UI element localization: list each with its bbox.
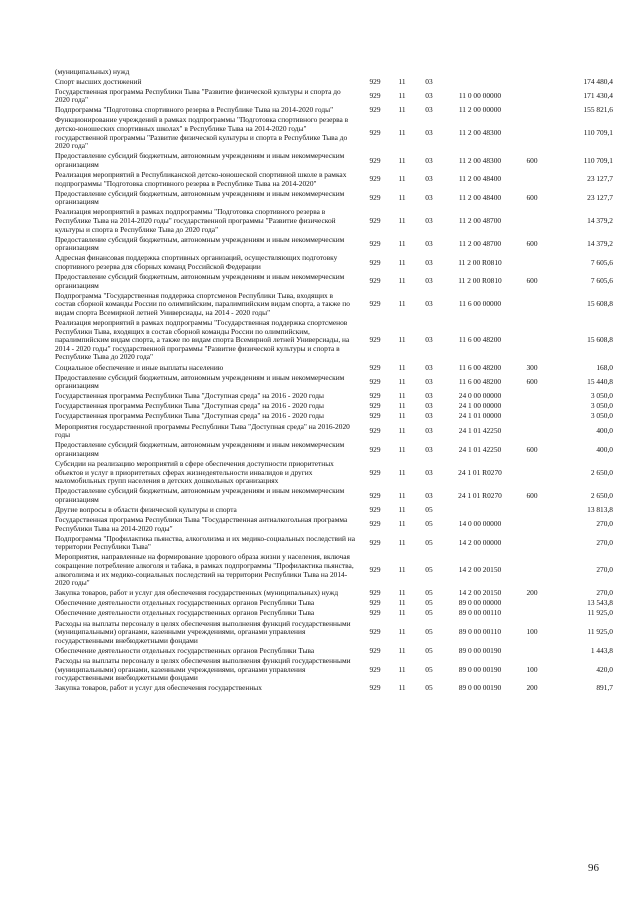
row-pr-code: 03: [425, 257, 433, 267]
row-csr-code: 14 0 00 00000: [458, 519, 502, 529]
row-rz-code: 11: [398, 335, 406, 345]
row-rz-code: 11: [398, 391, 406, 401]
row-pr-code: 05: [425, 519, 433, 529]
row-vr-code: 100: [526, 627, 538, 637]
row-amount: 7 605,6: [590, 257, 613, 267]
row-vr-code: [517, 402, 547, 412]
row-rz-code: 11: [398, 683, 406, 693]
row-amount: 3 050,0: [590, 401, 613, 411]
row-pr-code: 03: [425, 155, 433, 165]
row-gr-code: 929: [369, 411, 381, 421]
row-name: Подпрограмма "Профилактика пьянства, алкоголизма и их медико-социальных последствий на территории Республики Тыва": [55, 533, 356, 552]
table-row: [55, 589, 613, 599]
table-row: [55, 516, 613, 535]
row-gr-code: 929: [369, 216, 381, 225]
row-pr-code: 03: [425, 490, 433, 500]
table-row: [55, 422, 613, 441]
row-name: Государственная программа Республики Тыва "Доступная среда" на 2016 - 2020 годы: [55, 391, 324, 401]
row-gr-code: 929: [369, 76, 381, 86]
table-row: [55, 319, 613, 363]
row-gr-code: 929: [369, 401, 381, 411]
row-csr-code: 11 2 00 R0810: [458, 257, 502, 267]
row-csr-code: [443, 67, 517, 77]
row-csr-code: 11 2 00 48400: [458, 193, 502, 203]
row-amount: 13 543,8: [587, 598, 613, 608]
row-vr-code: [517, 505, 547, 515]
table-row: [55, 646, 613, 656]
row-rz-code: 11: [398, 299, 406, 309]
row-name: Реализация мероприятий в рамках подпрограммы "Подготовка спортивного резерва в Республике Тыва на 2014-2020 годы" государственной программы "Развитие физической культуры и спорта в Республике Тыва до 2020 года": [55, 207, 336, 234]
row-gr-code: 929: [369, 299, 381, 309]
row-vr-code: [517, 553, 547, 589]
row-vr-code: [517, 459, 547, 486]
page-number: 96: [588, 862, 599, 874]
row-rz-code: 11: [398, 467, 406, 477]
table-row: [55, 487, 613, 506]
row-gr-code: 929: [369, 155, 381, 165]
row-rz-code: 11: [398, 193, 406, 203]
table-row: [55, 273, 613, 292]
row-amount: 3 050,0: [590, 411, 613, 421]
row-pr-code: 03: [425, 238, 433, 248]
row-amount: 1 443,8: [590, 645, 613, 655]
row-vr-code: 600: [526, 444, 538, 454]
row-gr-code: 929: [369, 608, 381, 618]
row-rz-code: 11: [398, 565, 406, 575]
table-row: [55, 656, 613, 683]
table-row: [55, 189, 613, 208]
row-name: Предоставление субсидий бюджетным, автономным учреждениям и иным некоммерческим организациям: [55, 440, 345, 458]
table-row: [55, 116, 613, 152]
row-csr-code: 89 0 00 00110: [458, 608, 502, 618]
row-csr-code: 14 2 00 20150: [458, 565, 502, 575]
row-pr-code: 03: [425, 299, 433, 309]
row-amount: 13 813,8: [587, 504, 613, 514]
row-amount: 270,0: [596, 565, 613, 575]
row-vr-code: [517, 171, 547, 190]
table-row: [55, 402, 613, 412]
row-pr-code: 05: [425, 504, 433, 514]
table-row: [55, 684, 613, 694]
row-rz-code: 11: [398, 608, 406, 618]
table-row: [55, 373, 613, 392]
row-name: Функционирование учреждений в рамках подпрограммы "Подготовка спортивного резерва в детско-юношеских спортивных школах" в Республике Тыва на 2014-2020 годы" государственной программы "Развитие физической культуры и спорта в Республике Тыва до 2020 года": [55, 115, 349, 151]
row-vr-code: [517, 609, 547, 619]
row-name: Обеспечение деятельности отдельных государственных органов Республики Тыва: [55, 608, 315, 618]
row-csr-code: 14 2 00 00000: [458, 537, 502, 547]
row-name: Предоставление субсидий бюджетным, автономным учреждениям и иным некоммерческим организациям: [55, 151, 345, 169]
row-rz-code: 11: [398, 645, 406, 655]
row-amount: 155 821,6: [583, 105, 613, 115]
row-rz-code: [389, 67, 415, 77]
row-csr-code: 24 1 00 00000: [458, 401, 502, 411]
table-row: [55, 235, 613, 254]
row-vr-code: [517, 291, 547, 318]
row-name: Государственная программа Республики Тыва "Развитие физической культуры и спорта до 2020 года": [55, 86, 341, 105]
row-rz-code: 11: [398, 444, 406, 454]
table-row: [55, 412, 613, 422]
row-pr-code: 03: [425, 444, 433, 454]
row-pr-code: [415, 67, 443, 77]
row-rz-code: 11: [398, 664, 406, 674]
row-rz-code: 11: [398, 76, 406, 86]
row-rz-code: 11: [398, 238, 406, 248]
row-amount: 400,0: [596, 425, 613, 435]
row-vr-code: [517, 208, 547, 235]
row-gr-code: 929: [369, 362, 381, 372]
row-pr-code: 05: [425, 588, 433, 598]
row-name: Субсидии на реализацию мероприятий в сфере обеспечения доступности приоритетных объектов и услуг в приоритетных сферах жизнедеятельности инвалидов и других маломобильных групп населения в детских дошкольных организациях: [55, 458, 334, 486]
row-rz-code: 11: [398, 105, 406, 115]
row-pr-code: 05: [425, 598, 433, 608]
row-amount: 11 925,0: [587, 627, 613, 637]
row-vr-code: [517, 87, 547, 106]
row-csr-code: 11 2 00 48300: [458, 155, 502, 165]
row-csr-code: 11 2 00 R0810: [458, 276, 502, 286]
row-vr-code: 600: [526, 155, 538, 165]
row-vr-code: 200: [526, 588, 538, 598]
row-vr-code: [517, 534, 547, 553]
row-name: Мероприятия государственной программы Республики Тыва "Доступная среда" на 2016-2020 годы: [55, 421, 350, 440]
row-amount: 270,0: [596, 588, 613, 598]
table-row: [55, 106, 613, 116]
row-pr-code: 05: [425, 565, 433, 575]
row-gr-code: 929: [369, 645, 381, 655]
row-vr-code: 600: [526, 276, 538, 286]
row-gr-code: 929: [369, 193, 381, 203]
row-pr-code: 03: [425, 128, 433, 138]
row-gr-code: 929: [369, 627, 381, 637]
row-name: Реализация мероприятий в Республиканской детско-юношеской спортивной школе в рамках подпрограммы "Подготовка спортивного резерва в Республике Тыва на 2014-2020": [55, 170, 347, 188]
row-vr-code: [517, 319, 547, 363]
row-vr-code: 600: [526, 238, 538, 248]
row-name: Подпрограмма "Подготовка спортивного резерва в Республике Тыва на 2014-2020 годы": [55, 105, 334, 115]
row-rz-code: 11: [398, 362, 406, 372]
row-csr-code: 11 6 00 48200: [458, 376, 502, 386]
row-vr-code: [517, 392, 547, 402]
row-pr-code: 03: [425, 425, 433, 435]
row-name: Адресная финансовая поддержка спортивных организаций, осуществляющих подготовку спортивного резерва для сборных команд Российской Федерации: [55, 253, 338, 271]
row-amount: 2 650,0: [590, 490, 613, 500]
row-pr-code: 05: [425, 608, 433, 618]
table-row: [55, 152, 613, 171]
row-name: Предоставление субсидий бюджетным, автономным учреждениям и иным некоммерческим организациям: [55, 234, 345, 253]
row-rz-code: 11: [398, 128, 406, 138]
row-pr-code: 05: [425, 683, 433, 693]
row-rz-code: 11: [398, 504, 406, 514]
row-csr-code: [443, 77, 517, 87]
table-row: [55, 459, 613, 486]
row-csr-code: 24 1 01 42250: [458, 425, 502, 435]
row-gr-code: 929: [369, 128, 381, 138]
row-name: Закупка товаров, работ и услуг для обеспечения государственных: [55, 683, 262, 693]
row-vr-code: 600: [526, 376, 538, 386]
row-gr-code: 929: [369, 504, 381, 514]
row-gr-code: 929: [369, 105, 381, 115]
row-csr-code: 11 2 00 48700: [458, 238, 502, 248]
row-vr-code: [517, 254, 547, 273]
row-name: Социальное обеспечение и иные выплаты населению: [55, 362, 224, 372]
row-name: Обеспечение деятельности отдельных государственных органов Республики Тыва: [55, 598, 315, 608]
row-pr-code: 03: [425, 411, 433, 421]
row-gr-code: 929: [369, 598, 381, 608]
row-gr-code: 929: [369, 276, 381, 286]
row-gr-code: 929: [369, 490, 381, 500]
row-vr-code: [517, 77, 547, 87]
row-gr-code: [361, 67, 389, 77]
row-rz-code: 11: [398, 401, 406, 411]
row-vr-code: 600: [526, 490, 538, 500]
table-row: [55, 553, 613, 589]
row-name: Мероприятия, направленные на формирование здорового образа жизни у населения, включая сокращение потребление алкоголя и табака, в рамках подпрограммы "Профилактика пьянства, алкоголизма и их медико-социальных последствий на территории Республики Тыва на 2014-2020 годы": [55, 552, 354, 588]
row-csr-code: 11 6 00 00000: [458, 299, 502, 309]
table-row: [55, 171, 613, 190]
row-amount: 14 379,2: [587, 238, 613, 248]
row-pr-code: 03: [425, 391, 433, 401]
row-amount: 3 050,0: [590, 391, 613, 401]
row-csr-code: 89 0 00 00190: [458, 664, 502, 674]
row-rz-code: 11: [398, 537, 406, 547]
row-csr-code: [443, 505, 517, 515]
row-amount: 23 127,7: [587, 193, 613, 203]
table-row: [55, 208, 613, 235]
row-amount: 15 608,8: [587, 299, 613, 309]
row-name: Реализация мероприятий в рамках подпрограммы "Государственная поддержка спортсменов Республики Тыва, входящих в состав сборной команды России по олимпийским, паралимпийским видам спорта, а также по видам спорта Всемирной летней Универсиады, на 2014 - 2020 годы" государственной программы "Развитие физической культуры и спорта в Республике Тыва до 2020 года": [55, 318, 350, 362]
row-name: Предоставление субсидий бюджетным, автономным учреждениям и иным некоммерческим организациям: [55, 272, 345, 290]
row-name: Предоставление субсидий бюджетным, автономным учреждениям и иным некоммерческим организациям: [55, 486, 345, 504]
table-row: [55, 87, 613, 106]
row-rz-code: 11: [398, 598, 406, 608]
row-gr-code: 929: [369, 537, 381, 547]
row-vr-code: 200: [526, 683, 538, 693]
row-vr-code: [517, 516, 547, 535]
row-csr-code: 24 1 01 R0270: [458, 467, 502, 477]
table-row: [55, 534, 613, 553]
row-amount: 891,7: [596, 683, 613, 693]
row-gr-code: 929: [369, 174, 381, 184]
row-csr-code: 11 2 00 48300: [458, 128, 502, 138]
row-gr-code: 929: [369, 664, 381, 674]
row-name: Государственная программа Республики Тыва "Доступная среда" на 2016 - 2020 годы: [55, 411, 324, 421]
row-csr-code: 89 0 00 00000: [458, 598, 502, 608]
row-amount: 7 605,6: [590, 276, 613, 286]
row-amount: 270,0: [596, 519, 613, 529]
row-name: Подпрограмма "Государственная поддержка спортсменов Республики Тыва, входящих в состав сборной команды России по олимпийским, паралимпийским видам спорта, а также по видам спорта Всемирной летней Универсиады, на 2014 - 2020 годы": [55, 290, 350, 317]
row-gr-code: 929: [369, 376, 381, 386]
row-vr-code: 100: [526, 664, 538, 674]
row-amount: 110 709,1: [583, 128, 613, 138]
table-row: [55, 609, 613, 619]
row-name: Другие вопросы в области физической культуры и спорта: [55, 504, 237, 514]
row-name: Расходы на выплаты персоналу в целях обеспечения выполнения функций государственными (муниципальными) органами, казенными учреждениями, органами управления государственными внебюджетными фондами: [55, 655, 351, 683]
row-amount: 15 440,8: [587, 376, 613, 386]
row-gr-code: 929: [369, 238, 381, 248]
row-name: Предоставление субсидий бюджетным, автономным учреждениям и иным некоммерческим организациям: [55, 188, 345, 207]
row-name: (муниципальных) нужд: [55, 66, 130, 76]
row-name: Обеспечение деятельности отдельных государственных органов Республики Тыва: [55, 645, 315, 655]
row-gr-code: 929: [369, 565, 381, 575]
row-rz-code: 11: [398, 174, 406, 184]
table-row: [55, 291, 613, 318]
row-csr-code: 11 2 00 00000: [458, 105, 502, 115]
row-csr-code: 24 0 00 00000: [458, 391, 502, 401]
row-pr-code: 03: [425, 76, 433, 86]
table-row: [55, 363, 613, 373]
row-gr-code: 929: [369, 425, 381, 435]
row-csr-code: 89 0 00 00190: [458, 645, 502, 655]
row-csr-code: 11 0 00 00000: [458, 90, 502, 100]
row-csr-code: 24 1 01 R0270: [458, 490, 502, 500]
table-row: [55, 441, 613, 460]
row-rz-code: 11: [398, 411, 406, 421]
row-vr-code: 600: [526, 193, 538, 203]
row-pr-code: 03: [425, 376, 433, 386]
row-vr-code: [517, 67, 547, 77]
row-pr-code: 05: [425, 645, 433, 655]
row-pr-code: 03: [425, 401, 433, 411]
row-vr-code: [517, 599, 547, 609]
row-amount: 400,0: [596, 444, 613, 454]
row-csr-code: 89 0 00 00110: [458, 627, 502, 637]
row-pr-code: 03: [425, 193, 433, 203]
row-amount: 174 480,4: [583, 76, 613, 86]
row-rz-code: 11: [398, 588, 406, 598]
row-vr-code: [517, 422, 547, 441]
row-gr-code: 929: [369, 519, 381, 529]
row-amount: 15 608,8: [587, 335, 613, 345]
row-pr-code: 03: [425, 105, 433, 115]
row-vr-code: [517, 116, 547, 152]
row-amount: 110 709,1: [583, 155, 613, 165]
row-name: Государственная программа Республики Тыва "Доступная среда" на 2016 - 2020 годы: [55, 401, 324, 411]
row-gr-code: 929: [369, 335, 381, 345]
row-csr-code: 14 2 00 20150: [458, 588, 502, 598]
row-amount: [547, 67, 613, 77]
row-name: Расходы на выплаты персоналу в целях обеспечения выполнения функций государственными (муниципальными) органами, казенными учреждениями, органами управления государственными внебюджетными фондами: [55, 618, 351, 645]
row-name: Государственная программа Республики Тыва "Государственная антиалкогольная программа Республики Тыва на 2014-2020 годы": [55, 515, 348, 533]
row-rz-code: 11: [398, 425, 406, 435]
row-gr-code: 929: [369, 683, 381, 693]
row-gr-code: 929: [369, 467, 381, 477]
row-gr-code: 929: [369, 444, 381, 454]
row-csr-code: 89 0 00 00190: [458, 683, 502, 693]
row-csr-code: 24 1 01 00000: [458, 411, 502, 421]
row-vr-code: [517, 106, 547, 116]
row-rz-code: 11: [398, 276, 406, 286]
row-rz-code: 11: [398, 376, 406, 386]
row-csr-code: 11 6 00 48200: [458, 362, 502, 372]
row-name: Закупка товаров, работ и услуг для обеспечения государственных (муниципальных) нужд: [55, 588, 339, 598]
row-pr-code: 03: [425, 216, 433, 225]
row-rz-code: 11: [398, 257, 406, 267]
row-pr-code: 03: [425, 276, 433, 286]
row-rz-code: 11: [398, 519, 406, 529]
row-amount: 168,0: [596, 362, 613, 372]
row-pr-code: 03: [425, 335, 433, 345]
row-amount: 2 650,0: [590, 467, 613, 477]
row-amount: 270,0: [596, 537, 613, 547]
table-row: [55, 505, 613, 515]
row-rz-code: 11: [398, 155, 406, 165]
row-rz-code: 11: [398, 490, 406, 500]
row-amount: 11 925,0: [587, 608, 613, 618]
row-amount: 420,0: [596, 664, 613, 674]
budget-table-body: [55, 67, 613, 694]
row-vr-code: 300: [526, 362, 538, 372]
row-gr-code: 929: [369, 90, 381, 100]
table-row: [55, 392, 613, 402]
row-pr-code: 05: [425, 627, 433, 637]
row-pr-code: 05: [425, 537, 433, 547]
row-csr-code: 11 6 00 48200: [458, 335, 502, 345]
row-pr-code: 03: [425, 362, 433, 372]
table-row: [55, 254, 613, 273]
row-name: Спорт высших достижений: [55, 76, 142, 86]
row-pr-code: 03: [425, 90, 433, 100]
row-amount: 14 379,2: [587, 216, 613, 225]
row-vr-code: [517, 412, 547, 422]
row-pr-code: 03: [425, 174, 433, 184]
row-name: Предоставление субсидий бюджетным, автономным учреждениям и иным некоммерческим организациям: [55, 372, 345, 391]
row-gr-code: 929: [369, 391, 381, 401]
table-row: [55, 77, 613, 87]
row-csr-code: 11 2 00 48700: [458, 216, 502, 225]
row-rz-code: 11: [398, 216, 406, 225]
row-csr-code: 11 2 00 48400: [458, 174, 502, 184]
row-amount: 23 127,7: [587, 174, 613, 184]
row-pr-code: 05: [425, 664, 433, 674]
row-amount: 171 430,4: [583, 90, 613, 100]
table-row: [55, 619, 613, 646]
row-gr-code: 929: [369, 257, 381, 267]
table-row: [55, 599, 613, 609]
row-rz-code: 11: [398, 90, 406, 100]
budget-table: [55, 67, 613, 694]
row-pr-code: 03: [425, 467, 433, 477]
row-vr-code: [517, 646, 547, 656]
row-csr-code: 24 1 01 42250: [458, 444, 502, 454]
row-gr-code: 929: [369, 588, 381, 598]
row-rz-code: 11: [398, 627, 406, 637]
table-row: [55, 67, 613, 77]
